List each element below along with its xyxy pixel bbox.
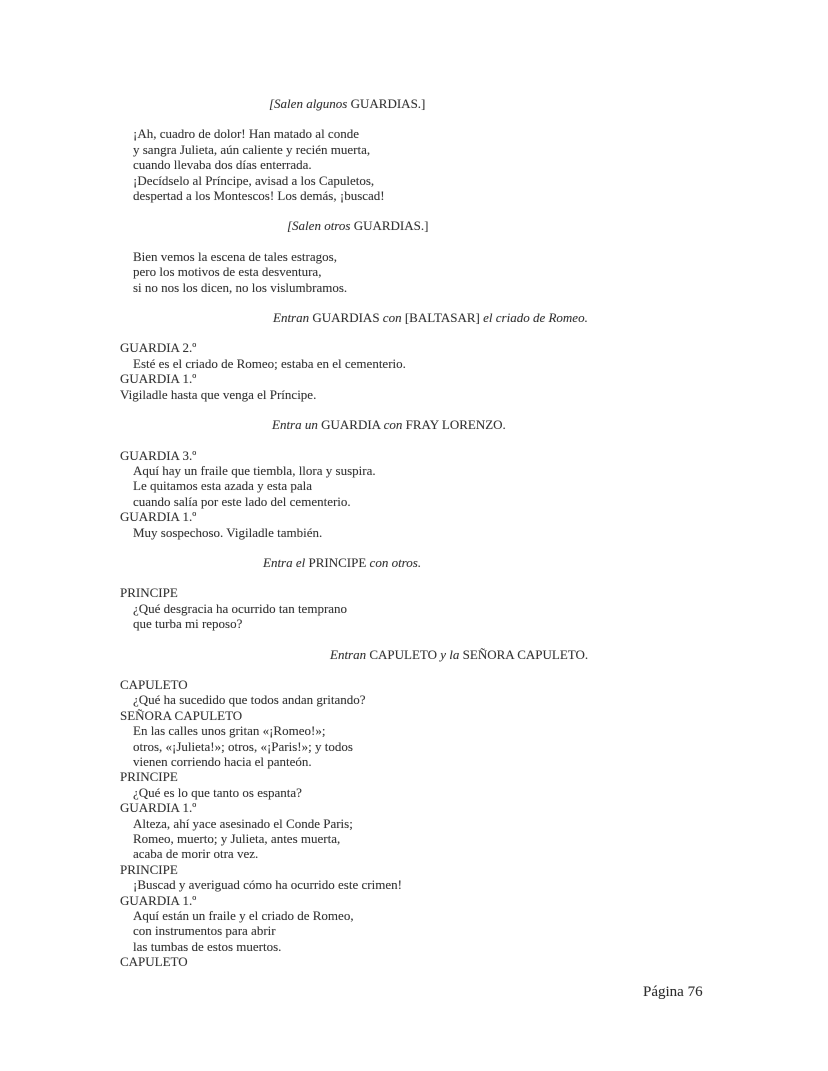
direction-character-name: PRINCIPE — [308, 554, 370, 570]
speaker-label: PRINCIPE — [120, 861, 178, 877]
verse-line: cuando salía por este lado del cementerio. — [133, 493, 351, 509]
verse-line: Romeo, muerto; y Julieta, antes muerta, — [133, 831, 341, 847]
verse-line: que turba mi reposo? — [133, 616, 243, 632]
verse-line: ¡Decídselo al Príncipe, avisad a los Capuletos, — [133, 172, 375, 188]
direction-text: y la — [440, 646, 463, 662]
speaker-label: GUARDIA 1.º — [120, 371, 197, 387]
speaker-label: SEÑORA CAPULETO — [120, 707, 243, 723]
direction-character-name: GUARDIA — [321, 417, 384, 433]
direction-text: Entran — [273, 310, 313, 326]
verse-line: Alteza, ahí yace asesinado el Conde Paris; — [133, 815, 353, 831]
speech-block — [120, 677, 788, 970]
speech-block — [120, 249, 788, 295]
speaker-label: CAPULETO — [120, 954, 188, 970]
direction-character-name: GUARDIAS — [312, 310, 383, 326]
verse-line: con instrumentos para abrir — [133, 923, 276, 939]
direction-text: con — [383, 417, 406, 433]
direction-text: con — [382, 310, 405, 326]
speaker-label: CAPULETO — [120, 676, 188, 692]
direction-text: Entran — [330, 646, 370, 662]
direction-text: Entra el — [263, 554, 309, 570]
verse-line: despertad a los Montescos! Los demás, ¡buscad! — [133, 188, 385, 204]
verse-line: vienen corriendo hacia el panteón. — [133, 754, 312, 769]
speech-block — [120, 585, 788, 631]
speaker-label: GUARDIA 3.º — [120, 447, 197, 463]
stage-direction — [287, 218, 788, 233]
direction-character-name: GUARDIAS.] — [353, 218, 429, 234]
verse-line: ¿Qué ha sucedido que todos andan gritando? — [133, 692, 366, 708]
speech-block — [120, 126, 788, 203]
stage-direction — [273, 310, 788, 325]
verse-line: Le quitamos esta azada y esta pala — [133, 478, 313, 494]
direction-text: con otros. — [369, 554, 422, 570]
verse-line: Aquí hay un fraile que tiembla, llora y suspira. — [133, 462, 376, 478]
stage-direction — [272, 417, 788, 432]
page-number: Página 76 — [643, 984, 703, 1000]
direction-character-name: GUARDIAS.] — [350, 96, 426, 111]
verse-line: En las calles unos gritan «¡Romeo!»; — [133, 723, 326, 739]
speaker-label: PRINCIPE — [120, 585, 178, 601]
speaker-label: GUARDIA 1.º — [120, 509, 197, 525]
verse-line: acaba de morir otra vez. — [133, 846, 259, 862]
verse-line: Vigiladle hasta que venga el Príncipe. — [120, 386, 317, 402]
direction-character-name: [BALTASAR] — [404, 310, 484, 326]
verse-line: Aquí están un fraile y el criado de Romeo, — [133, 908, 354, 924]
verse-line: ¿Qué es lo que tanto os espanta? — [133, 784, 302, 800]
speaker-label: GUARDIA 1.º — [120, 892, 197, 908]
verse-line: Esté es el criado de Romeo; estaba en el cementerio. — [133, 355, 406, 371]
verse-line: cuando llevaba dos días enterrada. — [133, 157, 312, 173]
direction-text: el criado de Romeo. — [483, 310, 588, 326]
direction-character-name: FRAY LORENZO. — [405, 417, 506, 433]
verse-line: ¡Buscad y averiguad cómo ha ocurrido este crimen! — [133, 877, 402, 893]
stage-direction — [269, 96, 788, 111]
verse-line: pero los motivos de esta desventura, — [133, 264, 322, 280]
verse-line: Bien vemos la escena de tales estragos, — [133, 248, 337, 264]
stage-direction — [263, 555, 788, 570]
verse-line: ¿Qué desgracia ha ocurrido tan temprano — [133, 600, 348, 616]
direction-text: [Salen otros — [287, 218, 354, 234]
speaker-label: GUARDIA 2.º — [120, 340, 197, 356]
speech-block — [120, 340, 788, 402]
verse-line: las tumbas de estos muertos. — [133, 938, 282, 954]
verse-line: ¡Ah, cuadro de dolor! Han matado al conde — [133, 126, 359, 142]
stage-direction — [330, 647, 788, 662]
verse-line: y sangra Julieta, aún caliente y recién muerta, — [133, 141, 371, 157]
verse-line: Muy sospechoso. Vigiladle también. — [133, 524, 323, 540]
verse-line: si no nos los dicen, no los vislumbramos. — [133, 279, 348, 295]
verse-line: otros, «¡Julieta!»; otros, «¡Paris!»; y todos — [133, 738, 353, 754]
direction-text: [Salen algunos — [269, 96, 351, 111]
direction-character-name: SEÑORA CAPULETO. — [462, 646, 589, 662]
speaker-label: PRINCIPE — [120, 769, 178, 785]
speaker-label: GUARDIA 1.º — [120, 800, 197, 816]
speech-block — [120, 448, 788, 540]
direction-character-name: CAPULETO — [369, 646, 441, 662]
direction-text: Entra un — [272, 417, 322, 433]
